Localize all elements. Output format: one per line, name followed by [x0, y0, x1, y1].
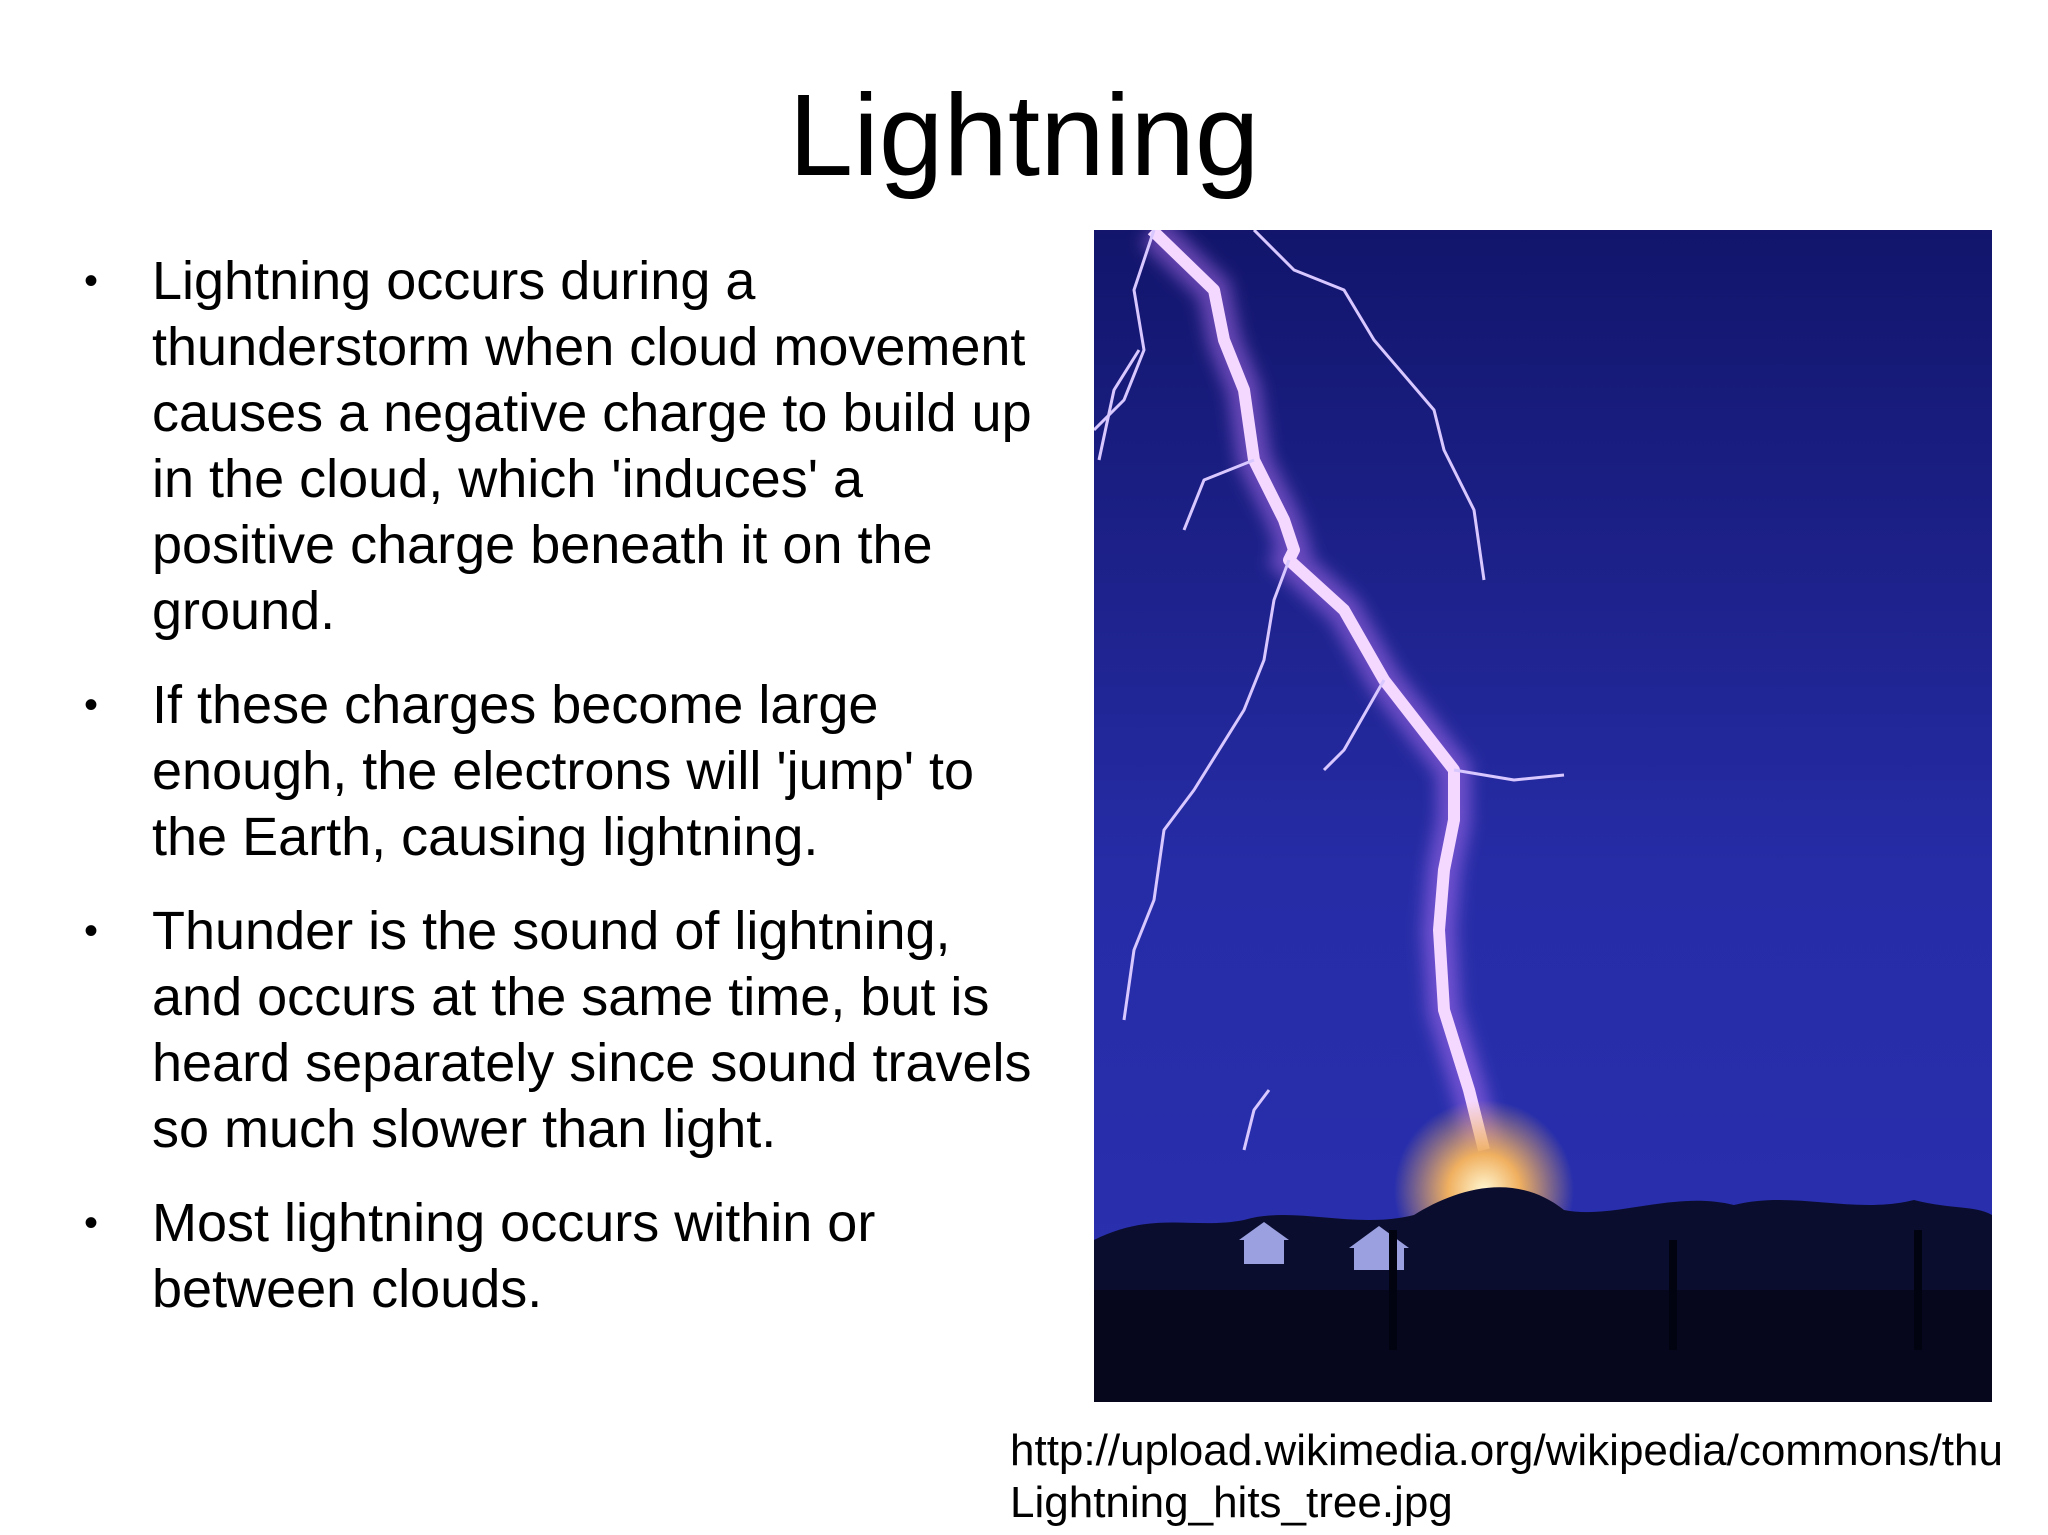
lightning-photo: [1094, 230, 1992, 1402]
bullet-item: [80, 672, 1040, 870]
bullet-list: [80, 248, 1040, 1350]
slide-title: Lightning: [788, 70, 1260, 200]
caption-filename-line: Lightning_hits_tree.jpg: [1010, 1478, 1453, 1527]
lightning-illustration: [1094, 230, 1992, 1402]
bullet-item: [80, 898, 1040, 1162]
bullet-item: [80, 1190, 1040, 1322]
ground-area: [1094, 1290, 1992, 1402]
bullet-icon: •: [84, 909, 99, 953]
image-caption: [1010, 1425, 2048, 1529]
bullet-item: [80, 248, 1040, 644]
caption-url-line: http://upload.wikimedia.org/wikipedia/commons/thu: [1010, 1426, 2003, 1475]
bullet-text: Most lightning occurs within or between clouds.: [152, 1193, 876, 1319]
bullet-text: Lightning occurs during a thunderstorm when cloud movement causes a negative charge to build up in the cloud, which 'induces' a positive charge beneath it on the ground.: [152, 251, 1032, 641]
bullet-icon: •: [84, 1201, 99, 1245]
bullet-icon: •: [84, 259, 99, 303]
bullet-text: If these charges become large enough, the electrons will 'jump' to the Earth, causing lightning.: [152, 675, 975, 867]
bullet-icon: •: [84, 683, 99, 727]
bullet-text: Thunder is the sound of lightning, and occurs at the same time, but is heard separately since sound travels so much slower than light.: [152, 901, 1032, 1159]
